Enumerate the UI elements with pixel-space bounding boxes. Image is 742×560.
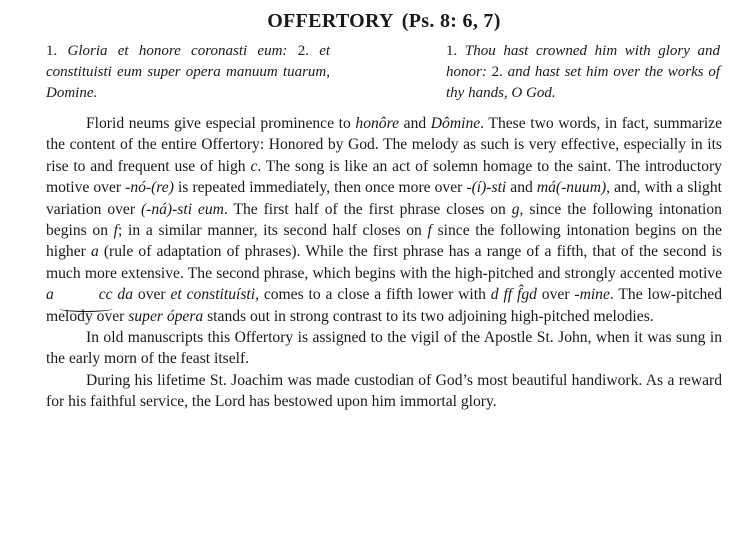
paragraph-manuscripts: In old manuscripts this Offertory is assigned to the vigil of the Apostle St. John, when it was sung in the early morn of the feast itself. [46,329,722,368]
emphasis: Dômine [430,115,481,132]
english-verse-number: 2. [491,64,503,80]
text-run: (rule of adaptation of phrases). While the first phrase has a range of a fifth, that of the second is much more extensive. The second phrase, which begins with the high-pitched and strongly accented motive [46,243,722,282]
offertory-heading [46,0,722,33]
latin-verse-number: 1. [46,43,58,59]
emphasis: a [90,243,99,261]
emphasis: da [112,286,134,304]
text-columns [46,41,722,104]
emphasis: g [511,200,520,218]
english-verse: and hast set him over the works of thy hands, O God. [446,64,720,101]
text-run: . The first half of the first phrase closes on [223,200,512,218]
neum-cc-slur: cc [59,284,113,305]
emphasis: d ff f̂gd [490,286,537,304]
emphasis: super ópera [128,307,204,325]
heading-title: OFFERTORY [267,10,394,32]
english-verse: Thou hast crowned him with glory and honor: [446,43,721,80]
paragraph-st-joachim: During his lifetime St. Joachim was made custodian of God’s most beautiful handiwork. As a reward for his faithful service, the Lord has bestowed upon him immortal glory. [46,371,722,411]
text-run: , comes to a close a fifth lower with [255,286,491,304]
text-run: . The low-pitched melody over [46,286,722,325]
emphasis: má(-nuum) [536,179,607,197]
latin-verse: et constituisti eum super opera manuum tuarum, Domine. [46,43,331,101]
text-run: and [399,115,431,132]
commentary [46,113,722,413]
text-run: . These two words, in fact, summarize the content of the entire Offertory: Honored by God. The melody as such is very effective, especially in its rise to and frequent use of high [46,115,722,175]
emphasis: f [113,222,119,240]
text-run: Florid neums give especial prominence to [86,115,356,132]
emphasis: -nó-(re) [125,179,174,197]
text-run: is repeated immediately, then once more over [173,179,467,197]
emphasis: f [427,222,432,240]
emphasis: c [250,157,258,175]
emphasis: et constituísti [170,286,256,304]
english-verse-number: 1. [446,43,458,59]
text-run: and [506,179,537,197]
text-run: stands out in strong contrast to its two adjoining high-pitched melodies. [203,307,654,325]
emphasis: -(í)-sti [466,179,507,197]
paragraph-melody-analysis [46,113,722,327]
latin-verse: Gloria et honore coronasti eum: [67,43,288,59]
english-translation [446,41,720,104]
latin-text [46,41,330,104]
emphasis: honôre [355,115,400,132]
emphasis: -mine [574,286,610,304]
text-run: ; in a similar manner, its second half closes on [118,222,428,240]
latin-verse-number: 2. [297,43,309,59]
emphasis: a [46,286,54,304]
text-run: over [536,286,575,304]
text-run: , since the following intonation begins on [46,200,722,240]
text-run: since the following intonation begins on the higher [46,222,722,261]
text-run: over [133,286,171,304]
emphasis: (-ná)-sti eum [140,200,224,218]
heading-reference: (Ps. 8: 6, 7) [401,10,501,32]
text-run: , and, with a slight variation over [46,179,722,218]
text-run: . The song is like an act of solemn homage to the saint. The introductory motive over [46,157,722,197]
